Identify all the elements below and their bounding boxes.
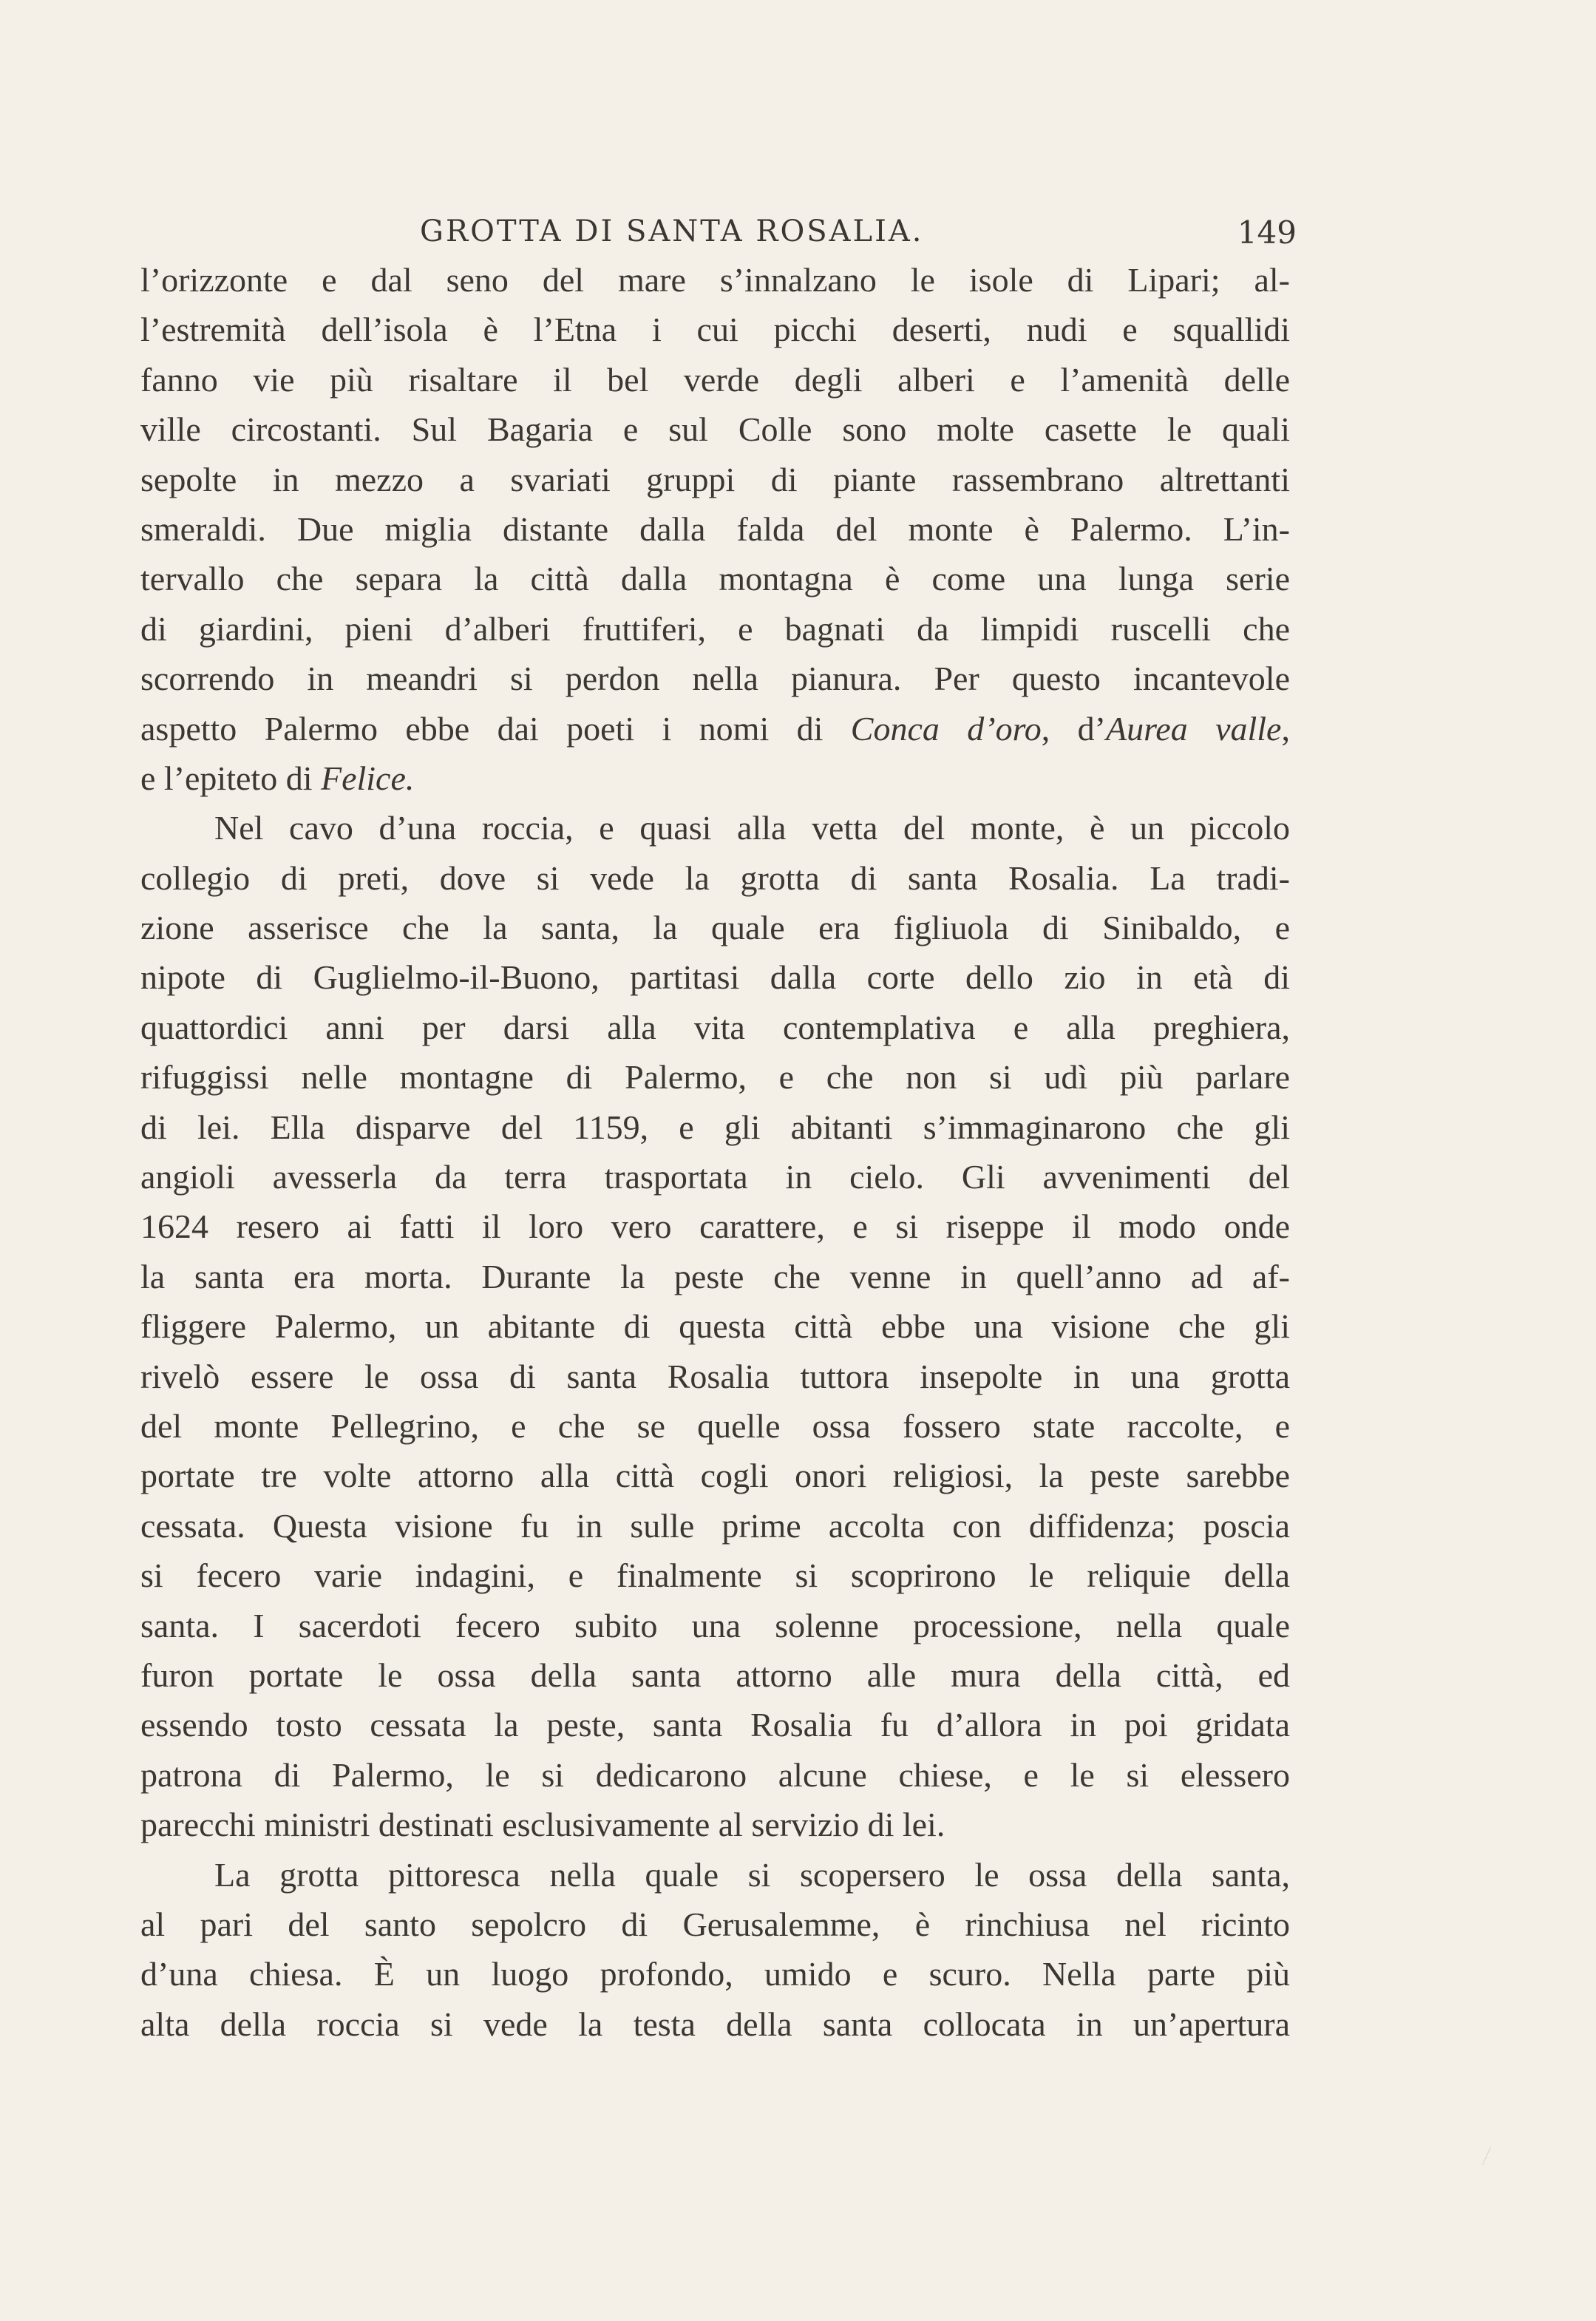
- text-line: la santa era morta. Durante la peste che venne in quell’anno ad af-: [140, 1257, 1290, 1295]
- text-span: , d’: [1041, 709, 1106, 748]
- text-line: fanno vie più risaltare il bel verde degli alberi e l’amenità delle: [140, 360, 1290, 399]
- text-line: si fecero varie indagini, e finalmente si scoprirono le reliquie della: [140, 1556, 1290, 1595]
- text-line: 1624 resero ai fatti il loro vero carattere, e si riseppe il modo onde: [140, 1207, 1290, 1246]
- running-title: GROTTA DI SANTA ROSALIA.: [420, 214, 924, 248]
- text-line: santa. I sacerdoti fecero subito una solenne processione, nella quale: [140, 1606, 1290, 1644]
- text-line: cessata. Questa visione fu in sulle prime accolta con diffidenza; poscia: [140, 1506, 1290, 1545]
- text-line: d’una chiesa. È un luogo profondo, umido e scuro. Nella parte più: [140, 1955, 1290, 1993]
- text-line: fliggere Palermo, un abitante di questa città ebbe una visione che gli: [140, 1307, 1290, 1346]
- text-line: rifuggissi nelle montagne di Palermo, e che non si udì più parlare: [140, 1058, 1290, 1097]
- text-line: del monte Pellegrino, e che se quelle ossa fossero state raccolte, e: [140, 1406, 1290, 1445]
- text-line: smeraldi. Due miglia distante dalla falda del monte è Palermo. L’in-: [140, 509, 1290, 548]
- text-line: tervallo che separa la città dalla montagna è come una lunga serie: [140, 560, 1290, 598]
- body-text: [140, 255, 1290, 2049]
- text-line: collegio di preti, dove si vede la grotta di santa Rosalia. La tradi-: [140, 858, 1290, 897]
- text-line: angioli avesserla da terra trasportata in cielo. Gli avvenimenti del: [140, 1158, 1290, 1196]
- paper-mark: [1482, 2147, 1498, 2168]
- text-line: quattordici anni per darsi alla vita contemplativa e alla preghiera,: [140, 1008, 1290, 1046]
- text-line: nipote di Guglielmo-il-Buono, partitasi dalla corte dello zio in età di: [140, 958, 1290, 997]
- italic-text-felice: Felice.: [320, 759, 415, 797]
- text-span: aspetto Palermo ebbe dai poeti i nomi di: [140, 709, 851, 748]
- text-line: ville circostanti. Sul Bagaria e sul Colle sono molte casette le quali: [140, 410, 1290, 449]
- page-header: [145, 214, 1297, 259]
- text-line: sepolte in mezzo a svariati gruppi di piante rassembrano altrettanti: [140, 460, 1290, 498]
- text-span: ,: [1281, 709, 1290, 748]
- text-line: al pari del santo sepolcro di Gerusalemme, è rinchiusa nel ricinto: [140, 1905, 1290, 1943]
- text-line: alta della roccia si vede la testa della santa collocata in un’apertura: [140, 2005, 1290, 2043]
- text-line: [140, 753, 1290, 803]
- text-line: furon portate le ossa della santa attorno alle mura della città, ed: [140, 1656, 1290, 1694]
- text-line: zione asserisce che la santa, la quale era figliuola di Sinibaldo, e: [140, 909, 1290, 947]
- text-line: l’estremità dell’isola è l’Etna i cui picchi deserti, nudi e squallidi: [140, 311, 1290, 349]
- text-line: patrona di Palermo, le si dedicarono alcune chiese, e le si elessero: [140, 1755, 1290, 1794]
- text-line: essendo tosto cessata la peste, santa Rosalia fu d’allora in poi gridata: [140, 1706, 1290, 1744]
- page-number: 149: [1237, 214, 1297, 251]
- text-line: Nel cavo d’una roccia, e quasi alla vetta del monte, è un piccolo: [214, 809, 1290, 847]
- text-line: scorrendo in meandri si perdon nella pianura. Per questo incantevole: [140, 660, 1290, 698]
- text-line: rivelò essere le ossa di santa Rosalia tuttora insepolte in una grotta: [140, 1357, 1290, 1395]
- italic-text-aurea-valle: Aurea valle: [1105, 709, 1282, 748]
- text-line: di giardini, pieni d’alberi fruttiferi, e bagnati da limpidi ruscelli che: [140, 609, 1290, 648]
- text-line: l’orizzonte e dal seno del mare s’innalzano le isole di Lipari; al-: [140, 261, 1290, 299]
- text-line: [140, 704, 1290, 753]
- text-span: e l’epiteto di: [140, 759, 321, 797]
- text-line: La grotta pittoresca nella quale si scopersero le ossa della santa,: [214, 1855, 1290, 1894]
- text-line: portate tre volte attorno alla città cogli onori religiosi, la peste sarebbe: [140, 1457, 1290, 1495]
- text-line: parecchi ministri destinati esclusivamente al servizio di lei.: [140, 1806, 945, 1844]
- italic-text-conca-doro: Conca d’oro: [850, 709, 1042, 748]
- text-line: di lei. Ella disparve del 1159, e gli abitanti s’immaginarono che gli: [140, 1108, 1290, 1146]
